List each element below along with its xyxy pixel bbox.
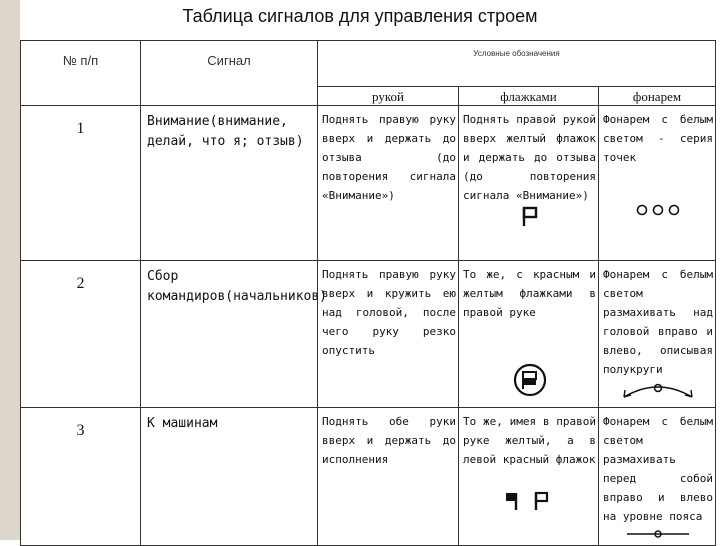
lantern-description-text: Фонарем с белым светом размахивать над головой вправо и влево, описывая полукруги <box>603 268 714 376</box>
flag-outline-icon <box>463 205 596 233</box>
horizontal-swing-icon <box>603 526 713 545</box>
lantern-description <box>599 408 716 546</box>
header-by-hand: рукой <box>318 87 459 106</box>
hand-description <box>318 106 459 261</box>
circled-flag-icon <box>463 322 596 404</box>
page-title: Таблица сигналов для управления строем <box>182 6 538 26</box>
lantern-description <box>599 106 716 261</box>
signal-name: Внимание(внимание, делай, что я; отзыв) <box>141 106 318 261</box>
header-signal: Сигнал <box>141 41 318 106</box>
table-row <box>21 261 716 408</box>
flags-description-text: То же, имея в правой руке желтый, а в левой красный флажок <box>463 415 596 466</box>
flags-description <box>459 408 599 546</box>
lantern-description <box>599 261 716 408</box>
lantern-description-text: Фонарем с белым светом размахивать перед собой вправо и влево на уровне пояса <box>603 415 714 523</box>
flags-description <box>459 106 599 261</box>
hand-description-text: Поднять правую руку вверх и держать до отзыва (до повторения сигнала «Внимание») <box>322 113 456 202</box>
row-number: 3 <box>21 408 141 546</box>
two-flags-icon <box>463 469 596 517</box>
header-number: № п/п <box>21 41 141 106</box>
flags-description <box>459 261 599 408</box>
hand-description-text: Поднять обе руки вверх и держать до исполнения <box>322 415 456 466</box>
three-dots-icon <box>603 167 713 223</box>
header-by-flags: флажками <box>459 87 599 106</box>
flags-description-text: Поднять правой рукой вверх желтый флажок и держать до отзыва (до повторения сигнала «Внимание») <box>463 113 596 202</box>
row-number: 1 <box>21 106 141 261</box>
flags-description-text: То же, с красным и желтым флажками в правой руке <box>463 268 596 319</box>
signals-table <box>20 40 716 546</box>
header-by-lantern: фонарем <box>599 87 716 106</box>
table-row <box>21 106 716 261</box>
hand-description-text: Поднять правую руку вверх и кружить ею над головой, после чего руку резко опустить <box>322 268 456 357</box>
page-edge-strip <box>0 0 20 540</box>
signal-name: Сбор командиров(начальников) <box>141 261 318 408</box>
header-legend: Условные обозначения <box>318 41 716 87</box>
arc-swing-icon <box>603 379 713 407</box>
signal-name: К машинам <box>141 408 318 546</box>
hand-description <box>318 408 459 546</box>
table-header-row <box>21 41 716 87</box>
lantern-description-text: Фонарем с белым светом - серия точек <box>603 113 714 164</box>
table-row <box>21 408 716 546</box>
row-number: 2 <box>21 261 141 408</box>
hand-description <box>318 261 459 408</box>
